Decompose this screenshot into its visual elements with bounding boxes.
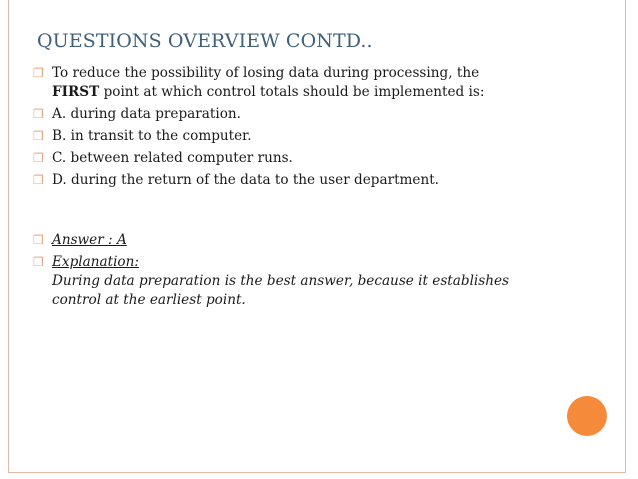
option-d [33, 171, 593, 190]
bullet-list [33, 64, 593, 313]
bullet-icon: ❒ [33, 173, 44, 187]
option-label: A. during data preparation. [52, 106, 241, 122]
explanation-item [33, 253, 593, 310]
slide-title: QUESTIONS OVERVIEW CONTD.. [37, 30, 373, 52]
bullet-icon: ❒ [33, 129, 44, 143]
spacer [33, 193, 593, 231]
explanation-line2: control at the earliest point. [52, 292, 246, 308]
option-c [33, 149, 593, 168]
accent-circle [567, 396, 607, 436]
bullet-icon: ❒ [33, 255, 44, 269]
question-line2: point at which control totals should be implemented is: [99, 84, 485, 100]
answer-item [33, 231, 593, 250]
question-bold-word: FIRST [52, 84, 100, 100]
bullet-icon: ❒ [33, 233, 44, 247]
option-a [33, 105, 593, 124]
explanation-label: Explanation: [52, 254, 139, 270]
bullet-icon: ❒ [33, 66, 44, 80]
question-line1: To reduce the possibility of losing data during processing, the [52, 65, 480, 81]
bullet-icon: ❒ [33, 107, 44, 121]
bullet-icon: ❒ [33, 151, 44, 165]
explanation-line1: During data preparation is the best answer, because it establishes [52, 273, 510, 289]
answer-text: Answer : A [52, 232, 127, 248]
option-b [33, 127, 593, 146]
option-label: C. between related computer runs. [52, 150, 293, 166]
question-item [33, 64, 593, 102]
option-label: D. during the return of the data to the user department. [52, 172, 440, 188]
option-label: B. in transit to the computer. [52, 128, 252, 144]
